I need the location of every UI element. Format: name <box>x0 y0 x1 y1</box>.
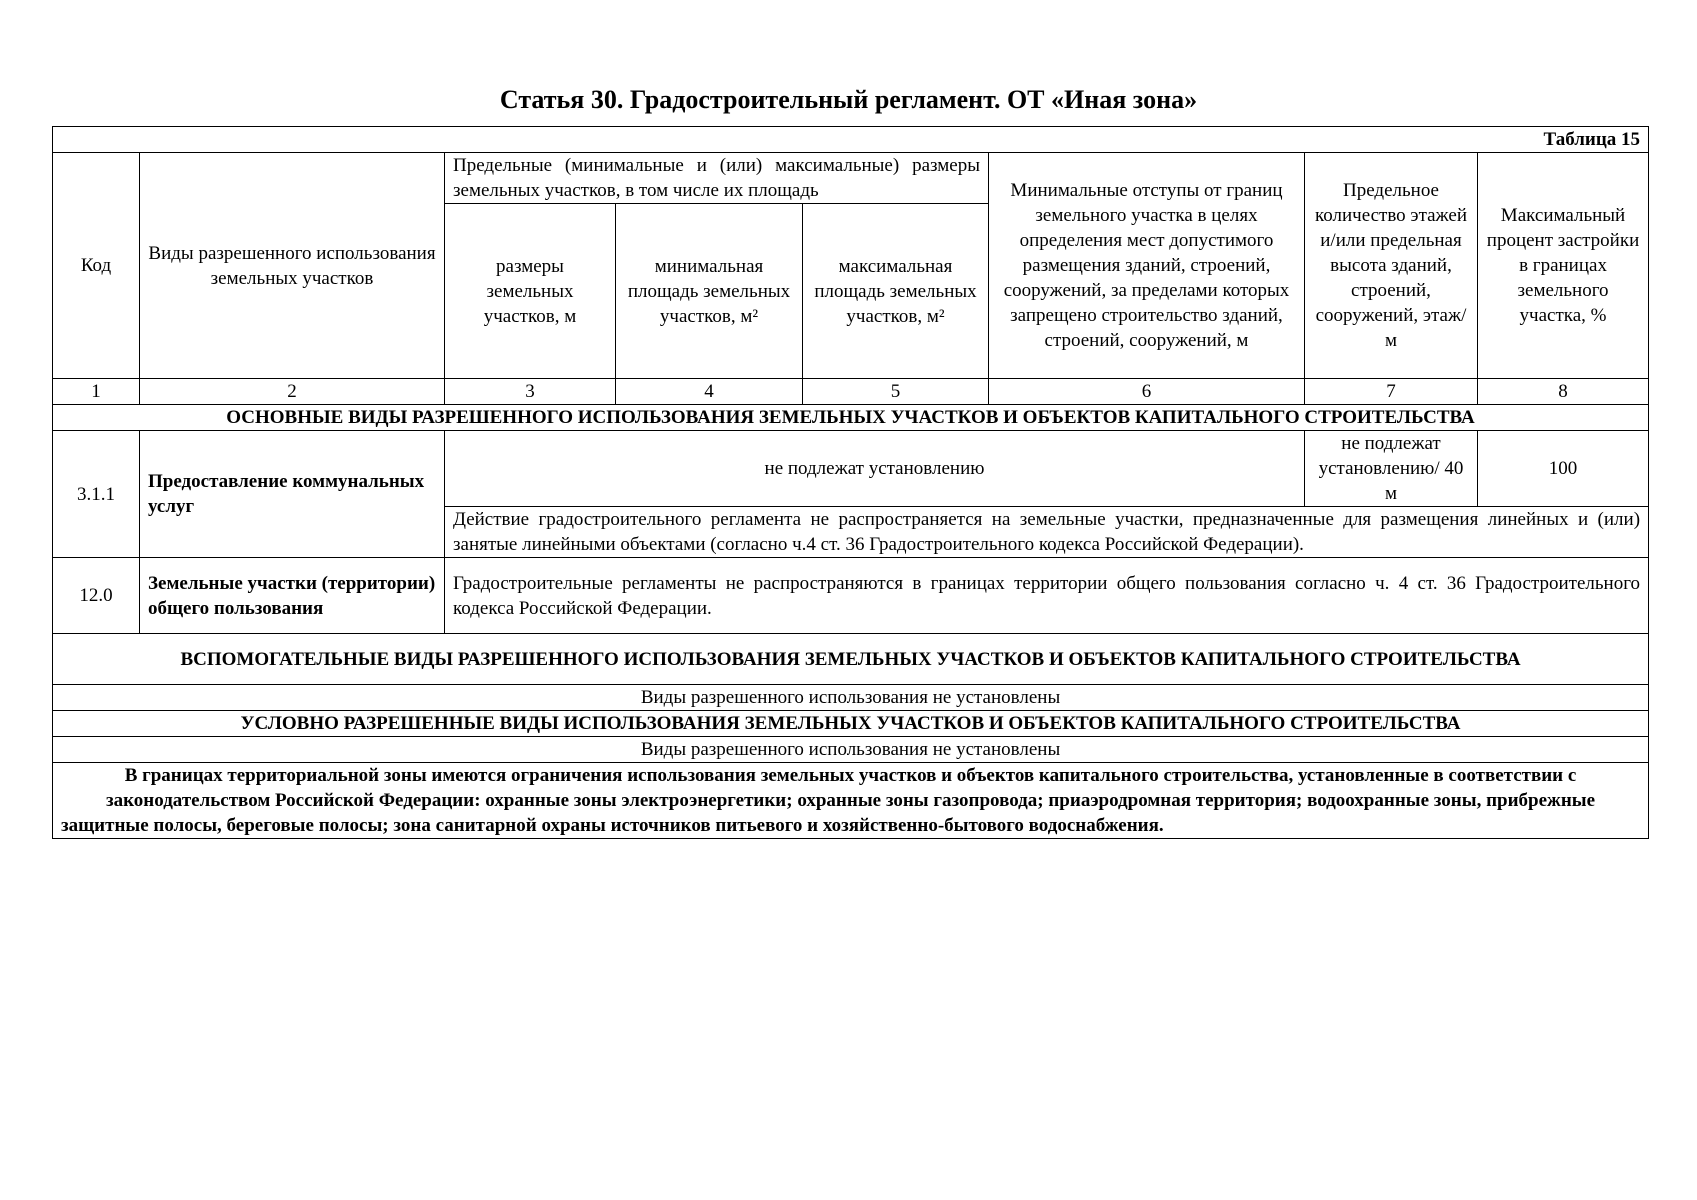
header-floors: Предельное количество этажей и/или предельная высота зданий, строений, сооружений, этаж/м <box>1305 153 1478 379</box>
row-floors: не подлежат установлению/ 40 м <box>1305 431 1478 507</box>
section-aux-heading: ВСПОМОГАТЕЛЬНЫЕ ВИДЫ РАЗРЕШЕННОГО ИСПОЛЬЗОВАНИЯ ЗЕМЕЛЬНЫХ УЧАСТКОВ И ОБЪЕКТОВ КАПИТАЛЬНОГО СТРОИТЕЛЬСТВА <box>53 634 1649 685</box>
header-setbacks: Минимальные отступы от границ земельного участка в целях определения мест допустимого размещения зданий, строений, сооружений, за пределами которых запрещено строительство зданий, строений, сооружений, м <box>989 153 1305 379</box>
row-note: Действие градостроительного регламента не распространяется на земельные участки, предназначенные для размещения линейных и (или) занятые линейными объектами (согласно ч.4 ст. 36 Градостроительного кодекса Российской Федерации). <box>445 507 1649 558</box>
column-number: 2 <box>140 379 445 405</box>
row-code: 12.0 <box>53 558 140 634</box>
row-use-name: Предоставление коммунальных услуг <box>140 431 445 558</box>
header-limits-group: Предельные (минимальные и (или) максимальные) размеры земельных участков, в том числе их площадь <box>445 153 989 204</box>
header-use-types: Виды разрешенного использования земельных участков <box>140 153 445 379</box>
column-number: 8 <box>1478 379 1649 405</box>
column-number: 4 <box>616 379 803 405</box>
row-code: 3.1.1 <box>53 431 140 558</box>
section-main-heading: ОСНОВНЫЕ ВИДЫ РАЗРЕШЕННОГО ИСПОЛЬЗОВАНИЯ ЗЕМЕЛЬНЫХ УЧАСТКОВ И ОБЪЕКТОВ КАПИТАЛЬНОГО СТРОИТЕЛЬСТВА <box>53 405 1649 431</box>
section-cond-heading: УСЛОВНО РАЗРЕШЕННЫЕ ВИДЫ ИСПОЛЬЗОВАНИЯ ЗЕМЕЛЬНЫХ УЧАСТКОВ И ОБЪЕКТОВ КАПИТАЛЬНОГО СТРОИТЕЛЬСТВА <box>53 711 1649 737</box>
section-aux-row <box>53 634 1649 685</box>
column-numbers-row <box>53 379 1649 405</box>
regulation-table <box>52 126 1649 839</box>
column-number: 6 <box>989 379 1305 405</box>
cond-value: Виды разрешенного использования не установлены <box>53 737 1649 763</box>
column-number: 3 <box>445 379 616 405</box>
row-coverage: 100 <box>1478 431 1649 507</box>
header-max-area: максимальная площадь земельных участков, м² <box>803 204 989 379</box>
cond-value-row <box>53 737 1649 763</box>
header-row <box>53 153 1649 204</box>
page-title: Статья 30. Градостроительный регламент. ОТ «Иная зона» <box>499 85 1198 114</box>
row-use-name: Земельные участки (территории) общего пользования <box>140 558 445 634</box>
column-number: 5 <box>803 379 989 405</box>
header-sizes: размеры земельных участков, м <box>445 204 616 379</box>
column-number: 1 <box>53 379 140 405</box>
header-coverage: Максимальный процент застройки в границах земельного участка, % <box>1478 153 1649 379</box>
row-limits: не подлежат установлению <box>445 431 1305 507</box>
table-label-row <box>53 127 1649 153</box>
restrictions-note: В границах территориальной зоны имеются ограничения использования земельных участков и объектов капитального строительства, установленные в соответствии с законодательством Российской Федерации: охранные зоны электроэнергетики; охранные зоны газопровода; приаэродромная территория; водоохранные зоны, прибрежные защитные полосы, береговые полосы; зона санитарной охраны источников питьевого и хозяйственно-бытового водоснабжения. <box>53 763 1649 839</box>
aux-value: Виды разрешенного использования не установлены <box>53 685 1649 711</box>
restrictions-row <box>53 763 1649 839</box>
row-note: Градостроительные регламенты не распространяются в границах территории общего пользования согласно ч. 4 ст. 36 Градостроительного кодекса Российской Федерации. <box>445 558 1649 634</box>
table-row <box>53 431 1649 507</box>
table-row <box>53 558 1649 634</box>
table-label: Таблица 15 <box>53 127 1649 153</box>
aux-value-row <box>53 685 1649 711</box>
column-number: 7 <box>1305 379 1478 405</box>
section-cond-row <box>53 711 1649 737</box>
header-code: Код <box>53 153 140 379</box>
header-min-area: минимальная площадь земельных участков, м² <box>616 204 803 379</box>
section-main-row <box>53 405 1649 431</box>
